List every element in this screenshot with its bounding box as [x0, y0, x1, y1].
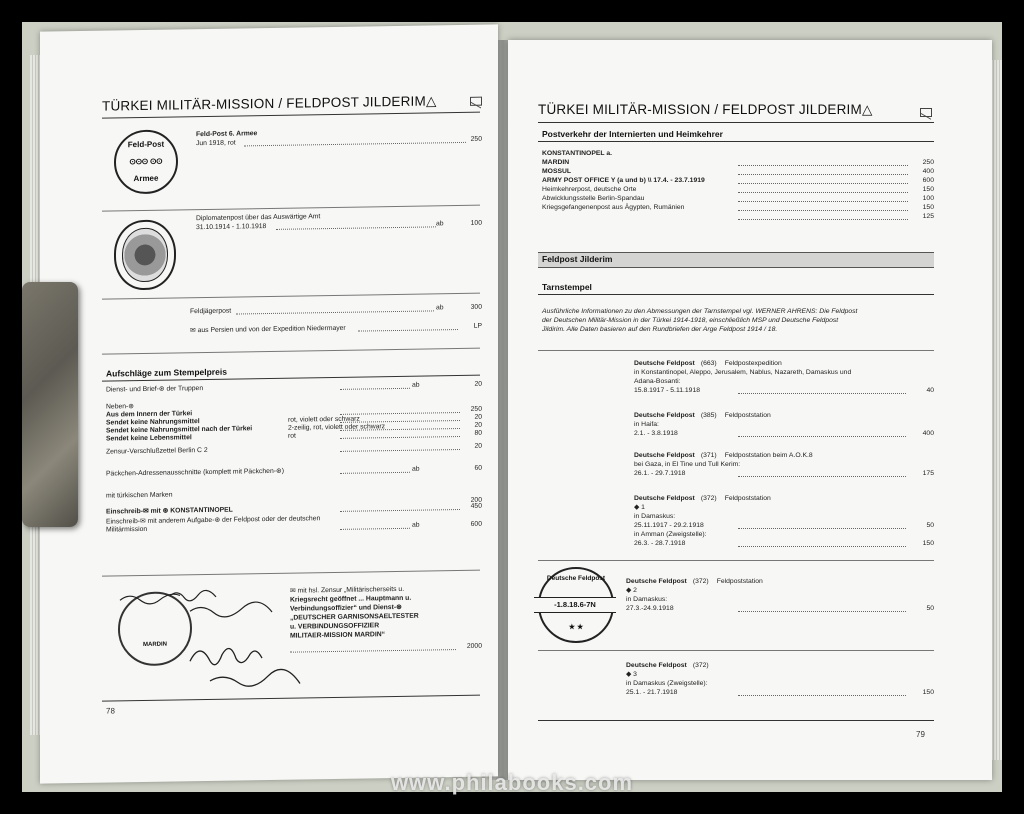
- entry-line: 27.3.-24.9.1918: [626, 605, 674, 612]
- section-postverkehr: Postverkehr der Internierten und Heimkehrer: [542, 129, 723, 139]
- zensur-line: ✉ mit hsl. Zensur „Militärischerseits u.: [290, 585, 405, 595]
- zensur-price: 2000: [466, 642, 482, 650]
- entry-number: (372): [700, 495, 717, 502]
- section-rule: [538, 294, 934, 295]
- postverkehr-item: ARMY POST OFFICE Y (a und b) \\ 17.4. - 23.7.1919: [542, 177, 705, 184]
- aufschlag-label: Zensur-Verschlußzettel Berlin C 2: [106, 446, 208, 456]
- postverkehr-item: Kriegsgefangenenpost aus Ägypten, Rumänien: [542, 204, 685, 211]
- page-header-left: [102, 93, 437, 114]
- entry-price-2: 150: [922, 540, 934, 547]
- feldpost-date: Jun 1918, rot: [196, 139, 236, 148]
- divider: [538, 350, 934, 351]
- entry-header: [634, 452, 813, 460]
- entry-line: 15.8.1917 - 5.11.1918: [634, 387, 701, 394]
- leader-dots: [340, 449, 460, 452]
- entry-line: 25.1. - 21.7.1918: [626, 689, 678, 696]
- postverkehr-item: Heimkehrerpost, deutsche Orte: [542, 186, 637, 193]
- entry-header: [634, 412, 771, 420]
- aufschlag-price: 450: [470, 502, 482, 510]
- watermark: www.philabooks.com: [390, 770, 634, 795]
- entry-kind: Feldpoststation beim A.O.K.8: [724, 452, 813, 459]
- leader-dots: [738, 611, 906, 612]
- aufschlag-note: rot: [288, 432, 296, 440]
- entry-line: 26.1. - 29.7.1918: [634, 470, 686, 477]
- feldjaeger-price: 300: [470, 303, 482, 311]
- entry-line: bei Gaza, in El Tine und Tull Kerim:: [634, 461, 741, 468]
- persien-price: LP: [473, 322, 482, 330]
- entry-title: Deutsche Feldpost: [626, 578, 687, 585]
- entry-line: in Amman (Zweigstelle):: [634, 531, 707, 538]
- entry-line: ◆ 3: [626, 671, 637, 678]
- leader-dots: [244, 142, 466, 146]
- diplomaten-date: 31.10.1914 - 1.10.1918: [196, 223, 267, 232]
- postverkehr-item: Abwicklungsstelle Berlin-Spandau: [542, 195, 645, 202]
- aufschlag-label: Sendet keine Lebensmittel: [106, 434, 192, 443]
- entry-number: (372): [692, 578, 709, 585]
- postverkehr-item: MOSSUL: [542, 168, 572, 175]
- leader-dots: [290, 649, 456, 653]
- leader-dots: [738, 436, 906, 437]
- leader-dots: [738, 476, 906, 477]
- aufschlag-label: Päckchen-Adressenausschnitte (komplett mit Päckchen-⊛): [106, 467, 284, 478]
- aufschlag-price: 600: [470, 520, 482, 528]
- entry-kind: Feldpoststation: [724, 495, 771, 502]
- aufschlag-label: Dienst- und Brief-⊛ der Truppen: [106, 385, 204, 394]
- postverkehr-price: 125: [922, 213, 934, 220]
- entry-title: Deutsche Feldpost: [634, 412, 695, 419]
- divider: [102, 293, 480, 300]
- aufschlag-label: Einschreib-✉ mit ⊛ KONSTANTINOPEL: [106, 506, 233, 516]
- deutsche-feldpost-stamp: [538, 567, 614, 643]
- footer-rule: [538, 720, 934, 721]
- zensur-line: MILITAER-MISSION MARDIN“: [290, 631, 386, 640]
- postverkehr-price: 400: [922, 168, 934, 175]
- divider: [102, 205, 480, 212]
- section-tarnstempel: Tarnstempel: [542, 282, 592, 292]
- persien-text: aus Persien und von der Expedition Niedermayer: [197, 324, 346, 335]
- page-number-right: 79: [916, 730, 925, 739]
- aufschlag-label: Aus dem Innern der Türkei: [106, 410, 193, 419]
- postverkehr-price: 150: [922, 186, 934, 193]
- entry-number: (663): [700, 360, 717, 367]
- aufschlag-label: Militärmission: [106, 525, 148, 534]
- envelope-icon: [920, 108, 932, 117]
- aufschlag-note: rot, violett oder schwarz: [288, 415, 360, 424]
- aufschlag-price: 60: [474, 464, 482, 472]
- feldjaeger-label: Feldjägerpost: [190, 307, 232, 316]
- aufschlag-label: Neben-⊛: [106, 403, 134, 411]
- entry-line: in Konstantinopel, Aleppo, Jerusalem, Nablus, Nazareth, Damaskus und: [634, 369, 852, 376]
- leader-dots: [738, 528, 906, 529]
- entry-line: 2.1. - 3.8.1918: [634, 430, 678, 437]
- entry-price: 175: [922, 470, 934, 477]
- entry-title: Deutsche Feldpost: [626, 662, 687, 669]
- entry-kind: Feldpoststation: [716, 578, 763, 585]
- zensur-line: Kriegsrecht geöffnet ... Hauptmann u.: [290, 594, 412, 604]
- triangle-icon: △: [425, 93, 437, 109]
- entry-line: Adana-Bosanti:: [634, 378, 681, 385]
- entry-number: (371): [700, 452, 717, 459]
- entry-title: Deutsche Feldpost: [634, 452, 695, 459]
- entry-line: 26.3. - 28.7.1918: [634, 540, 686, 547]
- intro-line: der Deutschen Militär-Mission in der Türkei 1914-1918, einschließlich MSP und Deutsche Feldpost: [542, 317, 839, 324]
- stars-icon: ★ ★: [568, 624, 584, 631]
- postverkehr-price: 250: [922, 159, 934, 166]
- entry-header: [634, 495, 771, 503]
- aufschlag-price: 20: [474, 380, 482, 388]
- feldpost-title: Feld-Post 6. Armee: [196, 130, 258, 139]
- entry-line: ◆ 2: [626, 587, 637, 594]
- leader-dots: [738, 183, 908, 184]
- section-feldpost: Feldpost Jilderim: [542, 254, 613, 264]
- leader-dots: [738, 219, 908, 220]
- entry-title: Deutsche Feldpost: [634, 360, 695, 367]
- section-aufschlaege: Aufschläge zum Stempelpreis: [106, 366, 227, 379]
- paeckchen-price: 200: [470, 496, 482, 504]
- entry-header: [626, 578, 763, 586]
- eagle-seal: [114, 219, 176, 290]
- envelope-icon: [470, 97, 482, 106]
- persien-line: ✉ aus Persien und von der Expedition Niedermayer: [190, 324, 346, 335]
- entry-header: [626, 662, 717, 670]
- right-page: [508, 40, 992, 780]
- leader-dots: [738, 165, 908, 166]
- leader-dots: [738, 695, 906, 696]
- diplomaten-price: 100: [470, 219, 482, 227]
- aufschlag-label: Einschreib-✉ mit anderem Aufgabe-⊛ der Feldpost oder der deutschen: [106, 515, 321, 526]
- postverkehr-item: KONSTANTINOPEL a.: [542, 150, 612, 157]
- entry-price: 400: [922, 430, 934, 437]
- leader-dots: [340, 412, 460, 415]
- handwriting-signature: [110, 579, 310, 702]
- entry-line: in Damaskus:: [634, 513, 676, 520]
- stone-weight: [22, 282, 78, 527]
- censored-cover-image: [110, 579, 310, 702]
- feldpost-price: 250: [470, 135, 482, 143]
- leader-dots: [340, 509, 460, 512]
- aufschlag-note: ab: [412, 521, 420, 529]
- entry-price: 150: [922, 689, 934, 696]
- aufschlag-price: 20: [474, 442, 482, 450]
- diplomaten-ab: ab: [436, 220, 444, 228]
- leader-dots: [738, 174, 908, 175]
- entry-title: Deutsche Feldpost: [634, 495, 695, 502]
- postverkehr-price: 150: [922, 204, 934, 211]
- leader-dots: [738, 192, 908, 193]
- feldpost-stamp: [114, 129, 178, 194]
- entry-price: 50: [926, 522, 934, 529]
- aufschlag-price: 20: [474, 413, 482, 421]
- leader-dots: [340, 436, 460, 439]
- leader-dots: [738, 393, 906, 394]
- entry-number: (372): [692, 662, 709, 669]
- leader-dots: [236, 310, 434, 314]
- entry-line: in Damaskus (Zweigstelle):: [626, 680, 708, 687]
- zensur-line: u. VERBINDUNGSOFFIZIER: [290, 622, 380, 631]
- leader-dots: [340, 388, 410, 390]
- aufschlag-label: Sendet keine Nahrungsmittel: [106, 418, 200, 427]
- header-rule: [538, 122, 934, 123]
- divider: [102, 348, 480, 355]
- entry-line: in Damaskus:: [626, 596, 668, 603]
- header-title: TÜRKEI MILITÄR-MISSION / FELDPOST JILDERIM: [102, 93, 426, 114]
- leader-dots: [738, 210, 908, 211]
- leader-dots: [340, 528, 410, 530]
- entry-line: in Haifa:: [634, 421, 659, 428]
- aufschlag-price: 20: [474, 421, 482, 429]
- stamp-date-bar: [534, 597, 616, 613]
- entry-price: 50: [926, 605, 934, 612]
- aufschlag-label: mit türkischen Marken: [106, 491, 173, 500]
- postverkehr-price: 100: [922, 195, 934, 202]
- leader-dots: [358, 329, 458, 332]
- diplomaten-title: Diplomatenpost über das Auswärtige Amt: [196, 213, 321, 223]
- intro-line: Jildirim. Alle Daten basieren auf den Rundbriefen der Arge Feldpost 1914 / 18.: [542, 326, 778, 333]
- eagle-icon: [122, 228, 168, 283]
- entry-line: 25.11.1917 - 29.2.1918: [634, 522, 704, 529]
- aufschlag-note: ab: [412, 465, 420, 473]
- zensur-line: Verbindungsoffizier“ und Dienst-⊛: [290, 603, 402, 613]
- triangle-icon: △: [861, 102, 873, 117]
- intro-line: Ausführliche Informationen zu den Abmessungen der Tarnstempel vgl. WERNER AHRENS: Die Feldpost: [542, 308, 858, 315]
- postverkehr-item: MARDIN: [542, 159, 570, 166]
- page-number-left: 78: [106, 706, 115, 716]
- aufschlag-label: Sendet keine Nahrungsmittel nach der Türkei: [106, 425, 253, 435]
- divider: [102, 570, 480, 577]
- entry-kind: Feldpoststation: [724, 412, 771, 419]
- entry-number: (385): [700, 412, 717, 419]
- leader-dots: [738, 546, 906, 547]
- leader-dots: [276, 226, 436, 230]
- aufschlag-note: ab: [412, 381, 420, 389]
- entry-price: 40: [926, 387, 934, 394]
- zensur-line: „DEUTSCHER GARNISONSAELTESTER: [290, 612, 419, 622]
- entry-line: ◆ 1: [634, 504, 645, 511]
- leader-dots: [738, 201, 908, 202]
- stamp-arabic: ⵙⵙⵙ ⵙⵙ: [129, 158, 163, 167]
- header-title: TÜRKEI MILITÄR-MISSION / FELDPOST JILDERIM: [538, 102, 862, 117]
- divider: [538, 650, 934, 651]
- entry-kind: Feldpostexpedition: [724, 360, 782, 367]
- feldjaeger-ab: ab: [436, 304, 444, 312]
- stamp-top-text: Feld-Post: [127, 139, 165, 150]
- leader-dots: [340, 472, 410, 474]
- mardin-label: MARDIN: [143, 641, 167, 648]
- stamp-bottom-text: Armee: [133, 173, 159, 184]
- postverkehr-price: 600: [922, 177, 934, 184]
- page-header-right: [538, 102, 873, 118]
- aufschlag-price: 80: [474, 429, 482, 437]
- stamp-top-text: Deutsche Feldpost: [546, 575, 606, 582]
- section-rule: [538, 141, 934, 142]
- aufschlag-price: 250: [470, 405, 482, 413]
- divider: [538, 560, 934, 561]
- stamp-date: -1.8.18.6-7N: [554, 600, 596, 609]
- entry-header: [634, 360, 782, 368]
- aufschlag-note: 2-zeilig, rot, violett oder schwarz: [288, 423, 386, 432]
- left-page: [40, 24, 498, 783]
